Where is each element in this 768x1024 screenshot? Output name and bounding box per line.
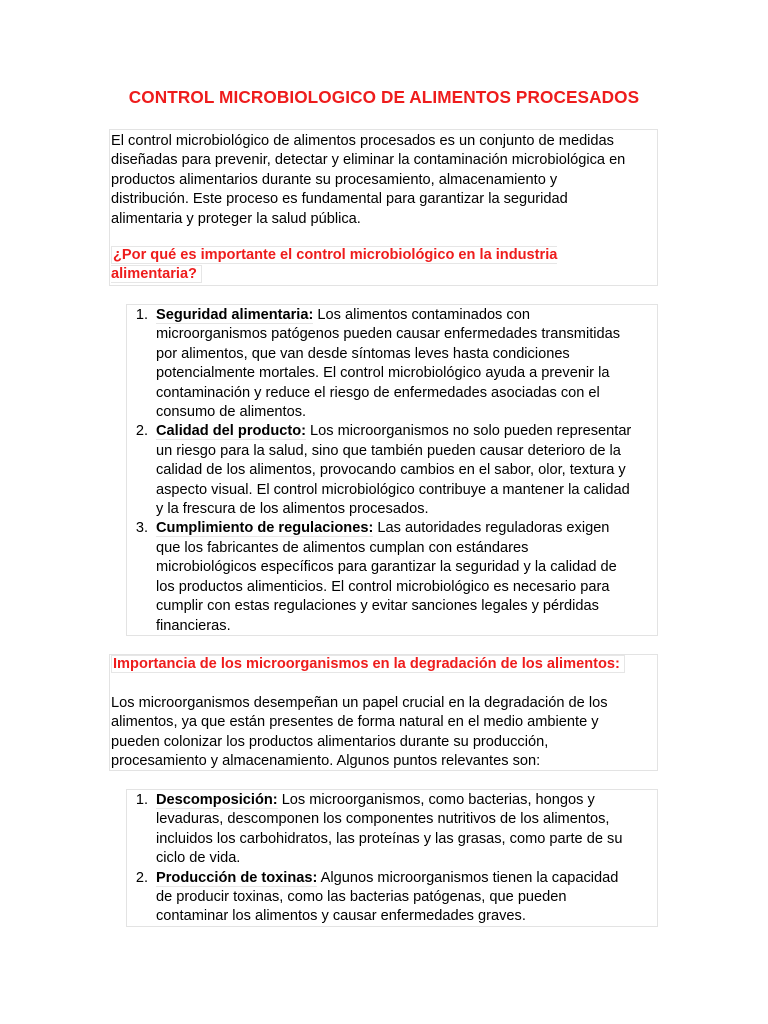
degradation-box [109,654,658,771]
list-term: Cumplimiento de regulaciones: [156,520,374,537]
intro-paragraph: El control microbiológico de alimentos procesados es un conjunto de medidas diseñadas para prevenir, detectar y eliminar la contaminación microbiológica en productos alimentarios durante su procesamiento, almacenamiento y distribución. Este proceso es fundamental para garantizar la seguridad alimentaria y proteger la salud pública. [111,133,626,227]
list-text: Algunos microorganismos tienen la capacidad de producir toxinas, como las bacterias patógenas, que pueden contaminar los alimentos y causar enfermedades graves. [156,869,619,925]
list-text: Las autoridades reguladoras exigen que los fabricantes de alimentos cumplan con estándares microbiológicos específicos para garantizar la seguridad y la calidad de los productos alimenticios. El control microbiológico es necesario para cumplir con estas regulaciones y evitar sanciones legales y pérdidas financieras. [156,520,617,634]
list-item [127,422,657,519]
importance-list-box [126,304,658,636]
list-text: Los alimentos contaminados con microorganismos patógenos pueden causar enfermedades transmitidas por alimentos, que van desde síntomas leves hasta condiciones potencialmente mortales. El control microbiológico ayuda a prevenir la contaminación y reduce el riesgo de enfermedades asociadas con el consumo de alimentos. [156,307,621,421]
degradation-heading-text: Importancia de los microorganismos en la degradación de los alimentos: [111,655,625,673]
importance-question-text: ¿Por qué es importante el control microbiológico en la industria alimentaria? [111,247,558,283]
list-item [127,869,657,927]
degradation-paragraph: Los microorganismos desempeñan un papel crucial en la degradación de los alimentos, ya que están presentes de forma natural en el medio ambiente y pueden colonizar los productos alimentarios durante su producción, procesamiento y almacenamiento. Algunos puntos relevantes son: [111,695,608,770]
degradation-list [127,791,657,927]
list-number: 2. [135,423,148,440]
list-term: Producción de toxinas: [156,869,318,886]
list-term: Calidad del producto: [156,423,306,440]
list-item [127,306,657,422]
list-number: 2. [135,869,148,886]
importance-list [127,306,657,636]
list-text: Los microorganismos, como bacterias, hongos y levaduras, descomponen los componentes nutritivos de los alimentos, incluidos los carbohidratos, las proteínas y las grasas, como parte de su ciclo de vida. [156,792,623,867]
list-item [127,791,657,869]
list-number: 1. [135,307,148,323]
list-item [127,519,657,635]
list-term: Descomposición: [156,792,278,808]
list-text: Los microorganismos no solo pueden representar un riesgo para la salud, sino que también pueden causar deterioro de la calidad de los alimentos, provocando cambios en el sabor, olor, textura y aspecto visual. El control microbiológico contribuye a mantener la calidad y la frescura de los alimentos procesados. [156,423,632,518]
document-title: CONTROL MICROBIOLOGICO DE ALIMENTOS PROCESADOS [128,87,640,107]
intro-box [109,129,658,286]
degradation-list-box [126,789,658,927]
degradation-heading [111,655,625,674]
list-term: Seguridad alimentaria: [156,307,314,323]
list-number: 1. [135,792,148,808]
list-number: 3. [135,520,148,537]
importance-question-heading [111,246,557,285]
